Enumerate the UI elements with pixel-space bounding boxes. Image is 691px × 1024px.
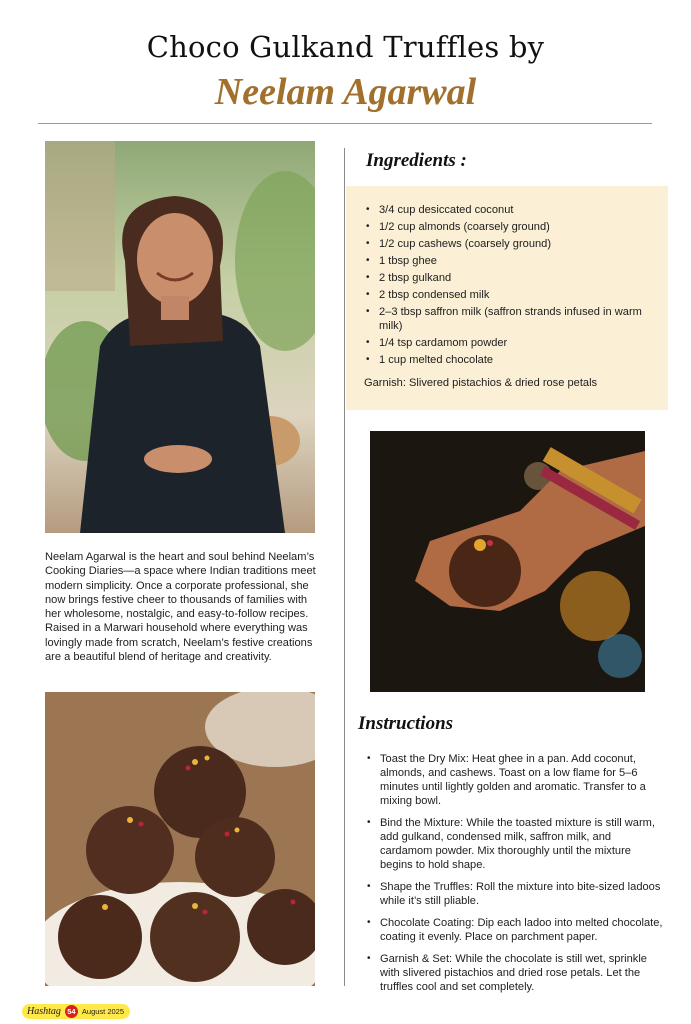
page-number: 54: [65, 1005, 78, 1018]
ingredient-item: • 2–3 tbsp saffron milk (saffron strands infused in warm milk): [364, 305, 654, 333]
instruction-step: • Shape the Truffles: Roll the mixture into bite-sized ladoos while it’s still pliable.: [366, 880, 666, 908]
ingredient-item: • 1 tbsp ghee: [364, 254, 654, 268]
instruction-step: • Bind the Mixture: While the toasted mixture is still warm, add gulkand, condensed milk, saffron milk, and cardamom powder. Mix thoroughly until the mixture begins to hold shape.: [366, 816, 666, 872]
ingredient-item: • 2 tbsp condensed milk: [364, 288, 654, 302]
recipe-title: Choco Gulkand Truffles by: [146, 30, 545, 64]
ingredient-item: • 1/4 tsp cardamom powder: [364, 336, 654, 350]
header-divider: [38, 123, 652, 124]
column-divider: [344, 148, 345, 986]
truffle-plate-photo: [45, 692, 315, 986]
ingredient-item: • 1 cup melted chocolate: [364, 353, 654, 367]
ingredient-item: • 1/2 cup almonds (coarsely ground): [364, 220, 654, 234]
magazine-footer: [22, 1004, 130, 1019]
truffle-plate-illustration: [45, 692, 315, 986]
author-bio: Neelam Agarwal is the heart and soul behind Neelam’s Cooking Diaries—a space where Indian traditions meet modern simplicity. Once a corporate professional, she now brings festive cheer to thousands of families with her wholesome, nostalgic, and easy-to-follow recipes. Raised in a Marwari household where everything was lovingly made from scratch, Neelam’s festive creations are a beautiful blend of heritage and creativity.: [45, 551, 316, 664]
instruction-step: • Toast the Dry Mix: Heat ghee in a pan. Add coconut, almonds, and cashews. Toast on a low flame for 5–6 minutes until lightly golden and aromatic. Transfer to a mixing bowl.: [366, 752, 666, 808]
ingredients-list: [364, 203, 654, 367]
author-name: Neelam Agarwal: [214, 71, 477, 113]
ingredients-heading: Ingredients :: [366, 150, 467, 171]
truffle-hand-illustration: [370, 431, 645, 692]
author-portrait-illustration: [45, 141, 315, 533]
ingredient-item: • 3/4 cup desiccated coconut: [364, 203, 654, 217]
ingredient-item: • 2 tbsp gulkand: [364, 271, 654, 285]
issue-date: August 2025: [81, 1007, 125, 1016]
instruction-step: • Garnish & Set: While the chocolate is still wet, sprinkle with slivered pistachios and dried rose petals. Let the truffles cool and set completely.: [366, 952, 666, 994]
ingredients-box: [346, 186, 668, 410]
instructions-heading: Instructions: [358, 713, 454, 734]
magazine-brand: Hashtag: [27, 1006, 61, 1017]
ingredient-item: • 1/2 cup cashews (coarsely ground): [364, 237, 654, 251]
truffle-hand-photo: [370, 431, 645, 692]
garnish-note: Garnish: Slivered pistachios & dried rose petals: [364, 377, 598, 389]
instructions-list: [366, 752, 666, 1002]
author-portrait-photo: [45, 141, 315, 533]
instruction-step: • Chocolate Coating: Dip each ladoo into melted chocolate, coating it evenly. Place on parchment paper.: [366, 916, 666, 944]
